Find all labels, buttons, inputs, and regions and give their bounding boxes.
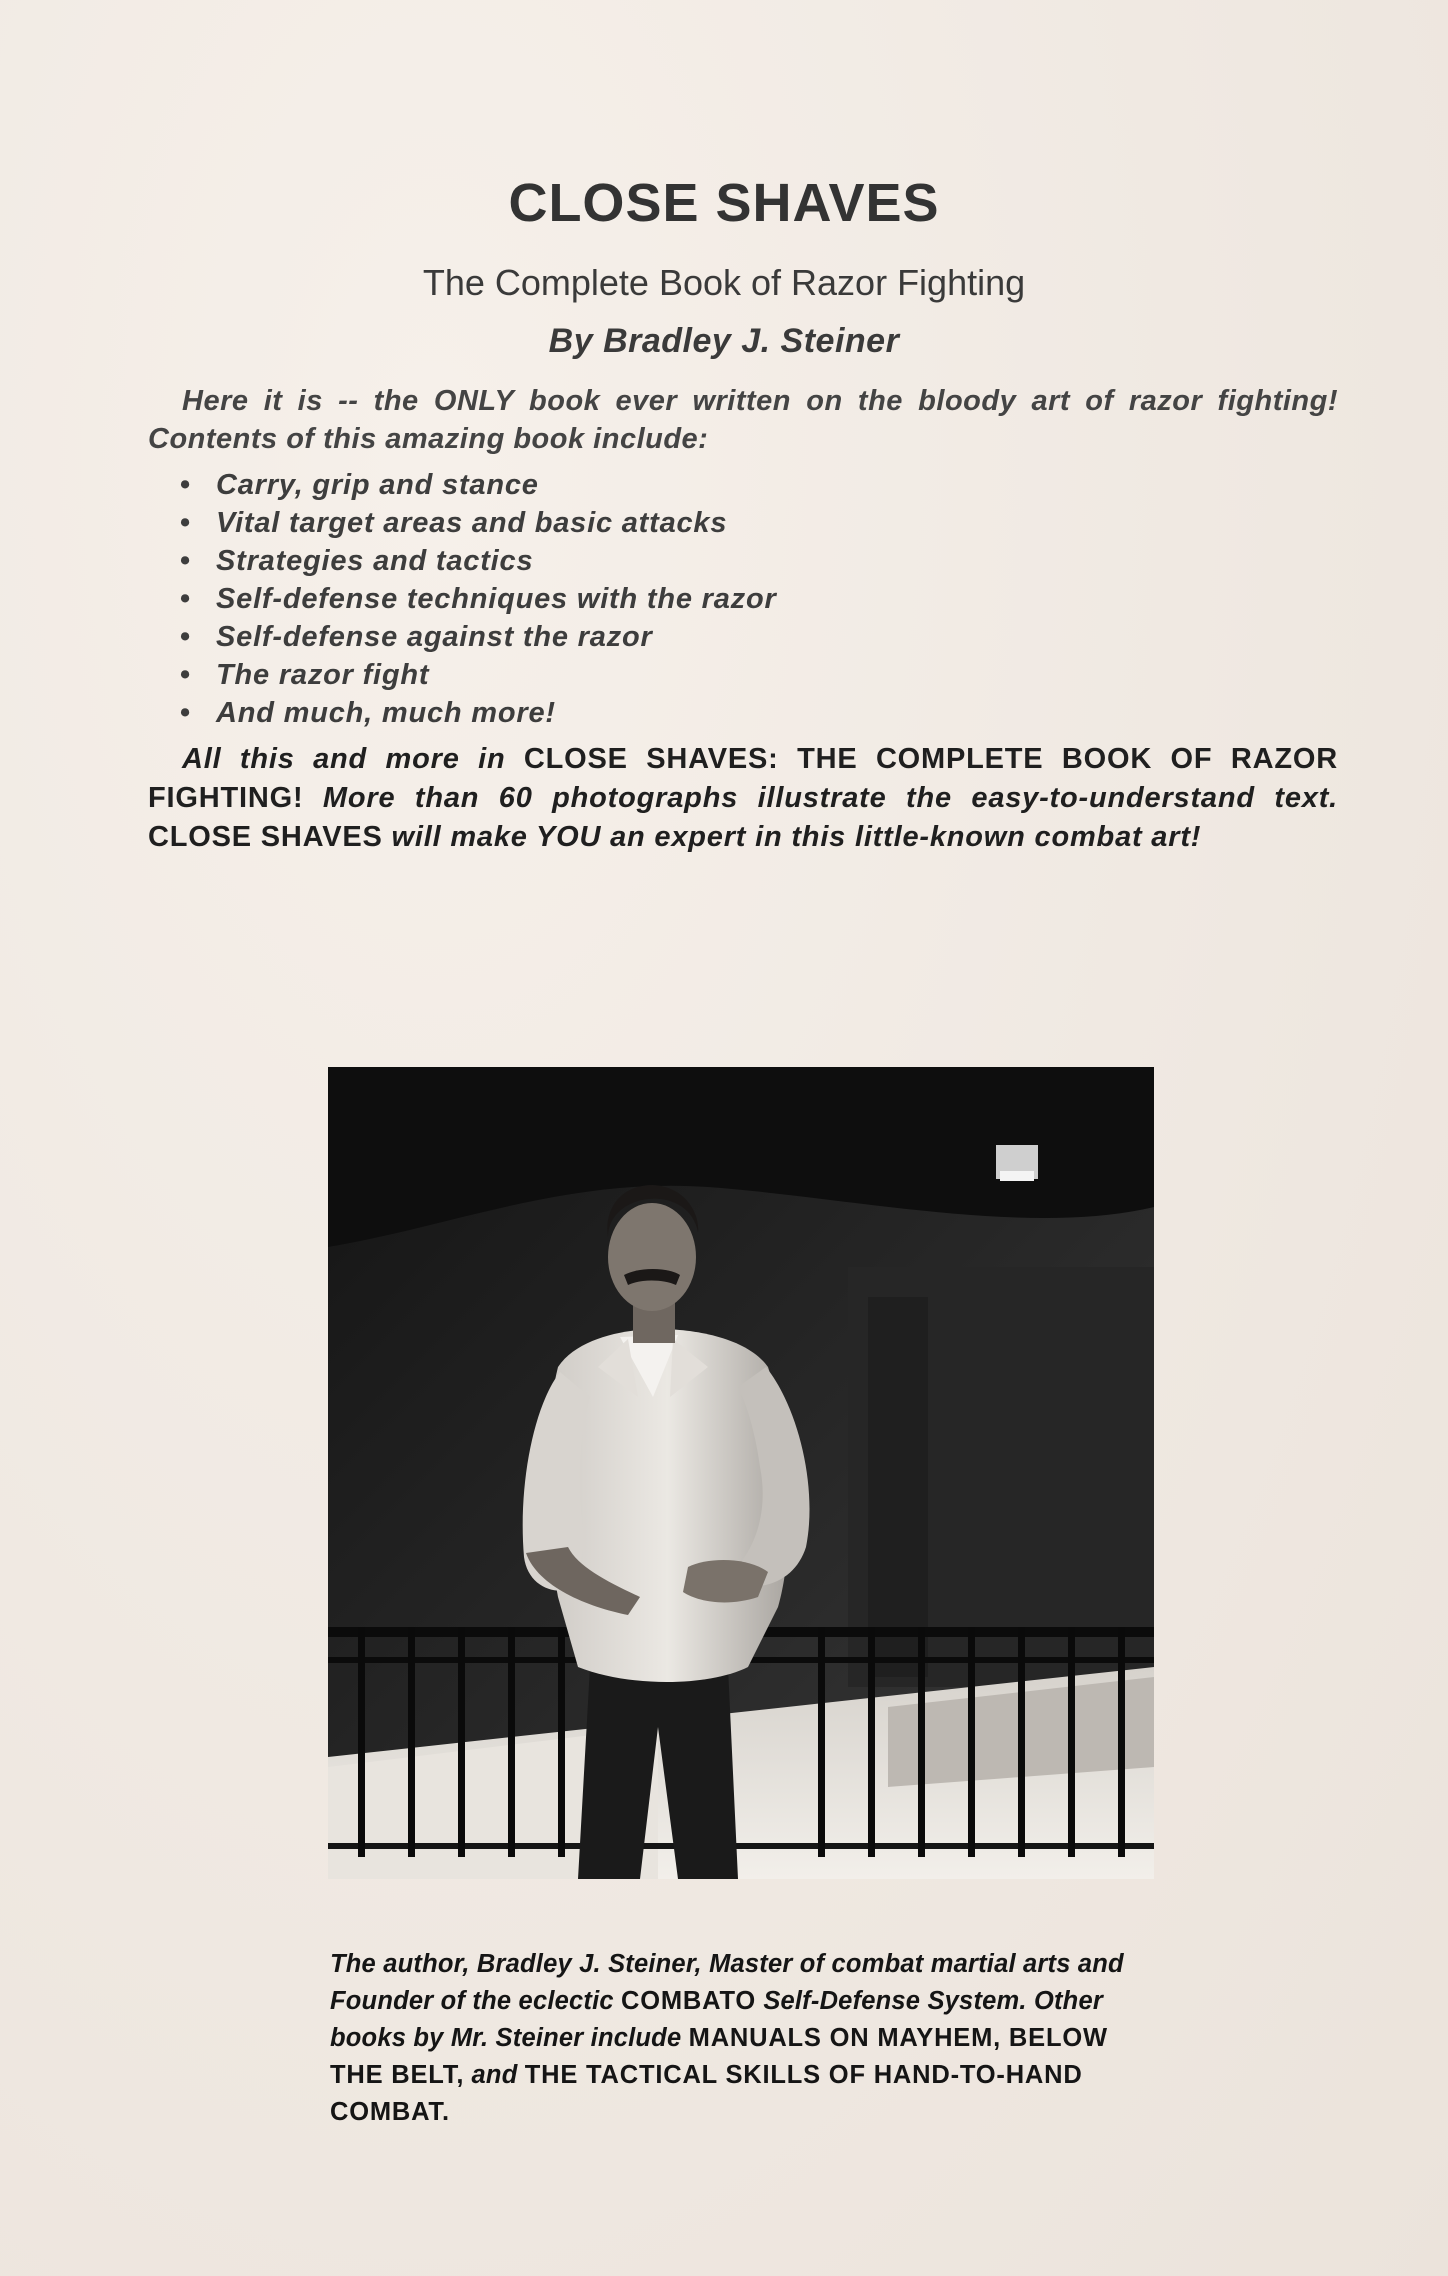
bullet-icon: • xyxy=(180,507,191,539)
bullet-icon: • xyxy=(180,621,191,653)
book-title: CLOSE SHAVES xyxy=(508,173,940,233)
list-item: • Self-defense against the razor xyxy=(180,618,1280,656)
author-photo xyxy=(328,1067,1154,1879)
author-byline: By Bradley J. Steiner xyxy=(548,322,900,360)
bullet-icon: • xyxy=(180,545,191,577)
summary-paragraph: All this and more in CLOSE SHAVES: THE COMPLETE BOOK OF RAZOR FIGHTING! More than 60 photographs illustrate the easy-to-understand text. CLOSE SHAVES will make YOU an expert in this little-known combat art! xyxy=(148,743,1339,853)
contents-list xyxy=(180,466,1280,732)
intro-paragraph: Here it is -- the ONLY book ever written on the bloody art of razor fighting! Contents of this amazing book include: xyxy=(148,385,1338,455)
list-item: • Self-defense techniques with the razor xyxy=(180,580,1280,618)
book-subtitle: The Complete Book of Razor Fighting xyxy=(422,262,1026,303)
list-item: • The razor fight xyxy=(180,656,1280,694)
bullet-icon: • xyxy=(180,583,191,615)
list-item: • Vital target areas and basic attacks xyxy=(180,504,1280,542)
list-item: • Carry, grip and stance xyxy=(180,466,1280,504)
list-item: • And much, much more! xyxy=(180,694,1280,732)
bullet-icon: • xyxy=(180,697,191,729)
photo-caption: The author, Bradley J. Steiner, Master of combat martial arts and Founder of the eclectic COMBATO Self-Defense System. Other books by Mr. Steiner include MANUALS ON MAYHEM, BELOW THE BELT, and THE TACTICAL SKILLS OF HAND-TO-HAND COMBAT. xyxy=(330,1950,1124,2126)
bullet-icon: • xyxy=(180,469,191,501)
bullet-icon: • xyxy=(180,659,191,691)
list-item: • Strategies and tactics xyxy=(180,542,1280,580)
